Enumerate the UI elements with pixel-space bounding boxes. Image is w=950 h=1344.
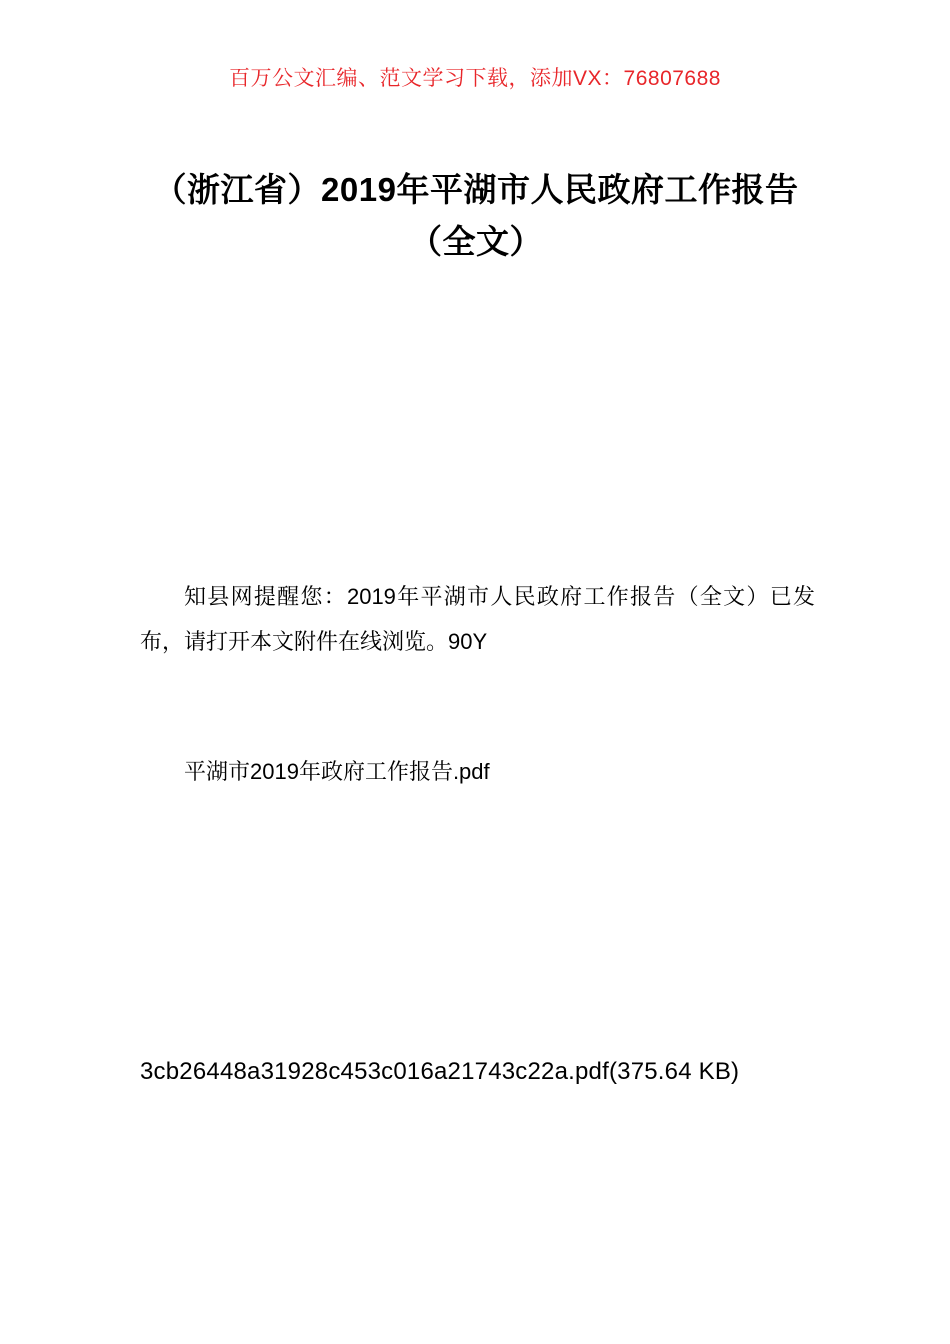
page-title: （浙江省）2019年平湖市人民政府工作报告（全文） [153, 171, 799, 261]
notice-paragraph: 知县网提醒您：2019年平湖市人民政府工作报告（全文）已发布，请打开本文附件在线浏览。90Y [140, 584, 815, 654]
attachment-file-name[interactable]: 平湖市2019年政府工作报告.pdf [184, 759, 490, 784]
promo-banner: 百万公文汇编、范文学习下载，添加VX：76807688 [229, 67, 721, 90]
attachment-file-info[interactable]: 3cb26448a31928c453c016a21743c22a.pdf(375.64 KB) [140, 1058, 740, 1085]
